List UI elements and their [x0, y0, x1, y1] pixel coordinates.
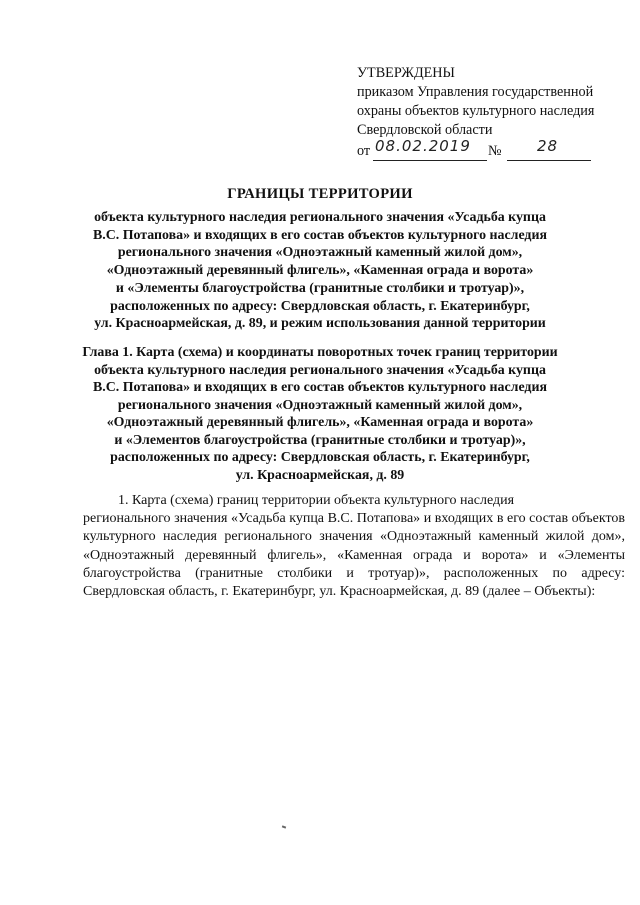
- order-date-number: [357, 137, 627, 162]
- subtitle-line: регионального значения «Одноэтажный каменный жилой дом»,: [117, 245, 523, 261]
- document-subtitle: [60, 209, 580, 333]
- number-underline: [507, 160, 591, 161]
- chapter-line: расположенных по адресу: Свердловская область, г. Екатеринбург,: [110, 450, 530, 465]
- subtitle-line: ул. Красноармейская, д. 89, и режим использования данной территории: [94, 316, 546, 332]
- approval-line-3: Свердловской области: [357, 122, 493, 138]
- approval-block: [357, 64, 627, 162]
- chapter-line: В.С. Потапова» и входящих в его состав объектов культурного наследия: [93, 380, 547, 395]
- date-underline: [373, 160, 487, 161]
- handwritten-date: 08.02.2019: [375, 137, 471, 155]
- number-prefix: №: [488, 143, 502, 159]
- subtitle-line: расположенных по адресу: Свердловская область, г. Екатеринбург,: [110, 298, 530, 314]
- approval-status: УТВЕРЖДЕНЫ: [357, 65, 455, 81]
- approval-line-1: приказом Управления государственной: [357, 84, 594, 100]
- subtitle-line: «Одноэтажный деревянный флигель», «Каменная ограда и ворота»: [106, 263, 534, 279]
- chapter-heading: [50, 344, 590, 484]
- subtitle-line: объекта культурного наследия регионального значения «Усадьба купца: [94, 210, 546, 225]
- chapter-line: Глава 1. Карта (схема) и координаты поворотных точек границ территории: [82, 345, 558, 360]
- chapter-line: регионального значения «Одноэтажный каменный жилой дом»,: [117, 397, 523, 413]
- handwritten-number: 28: [537, 137, 559, 155]
- chapter-line: «Одноэтажный деревянный флигель», «Каменная ограда и ворота»: [106, 415, 534, 430]
- subtitle-line: В.С. Потапова» и входящих в его состав объектов культурного наследия: [93, 227, 547, 243]
- chapter-line: ул. Красноармейская, д. 89: [235, 467, 405, 483]
- date-prefix: от: [357, 143, 371, 159]
- body-paragraph: [83, 492, 625, 601]
- document-title: ГРАНИЦЫ ТЕРРИТОРИИ: [227, 186, 413, 202]
- approval-line-2: охраны объектов культурного наследия: [357, 103, 595, 119]
- chapter-line: объекта культурного наследия регионального значения «Усадьба купца: [94, 362, 546, 378]
- scan-speck: [282, 825, 286, 828]
- subtitle-line: и «Элементы благоустройства (гранитные столбики и тротуар)»,: [115, 280, 525, 296]
- paragraph-first-line: 1. Карта (схема) границ территории объекта культурного наследия: [118, 493, 515, 508]
- chapter-line: и «Элементов благоустройства (гранитные столбики и тротуар)»,: [114, 432, 526, 448]
- paragraph-text: регионального значения «Усадьба купца В.С. Потапова» и входящих в его состав объектов культурного наследия регионального значения «Одноэтажный каменный жилой дом», «Одноэтажный деревянный флигель», «Каменная ограда и ворота» и «Элементы благоустройства (гранитные столбики и тротуар)», расположенных по адресу: Свердловская область, г. Екатеринбург, ул. Красноармейская, д. 89 (далее – Объекты):: [83, 511, 625, 600]
